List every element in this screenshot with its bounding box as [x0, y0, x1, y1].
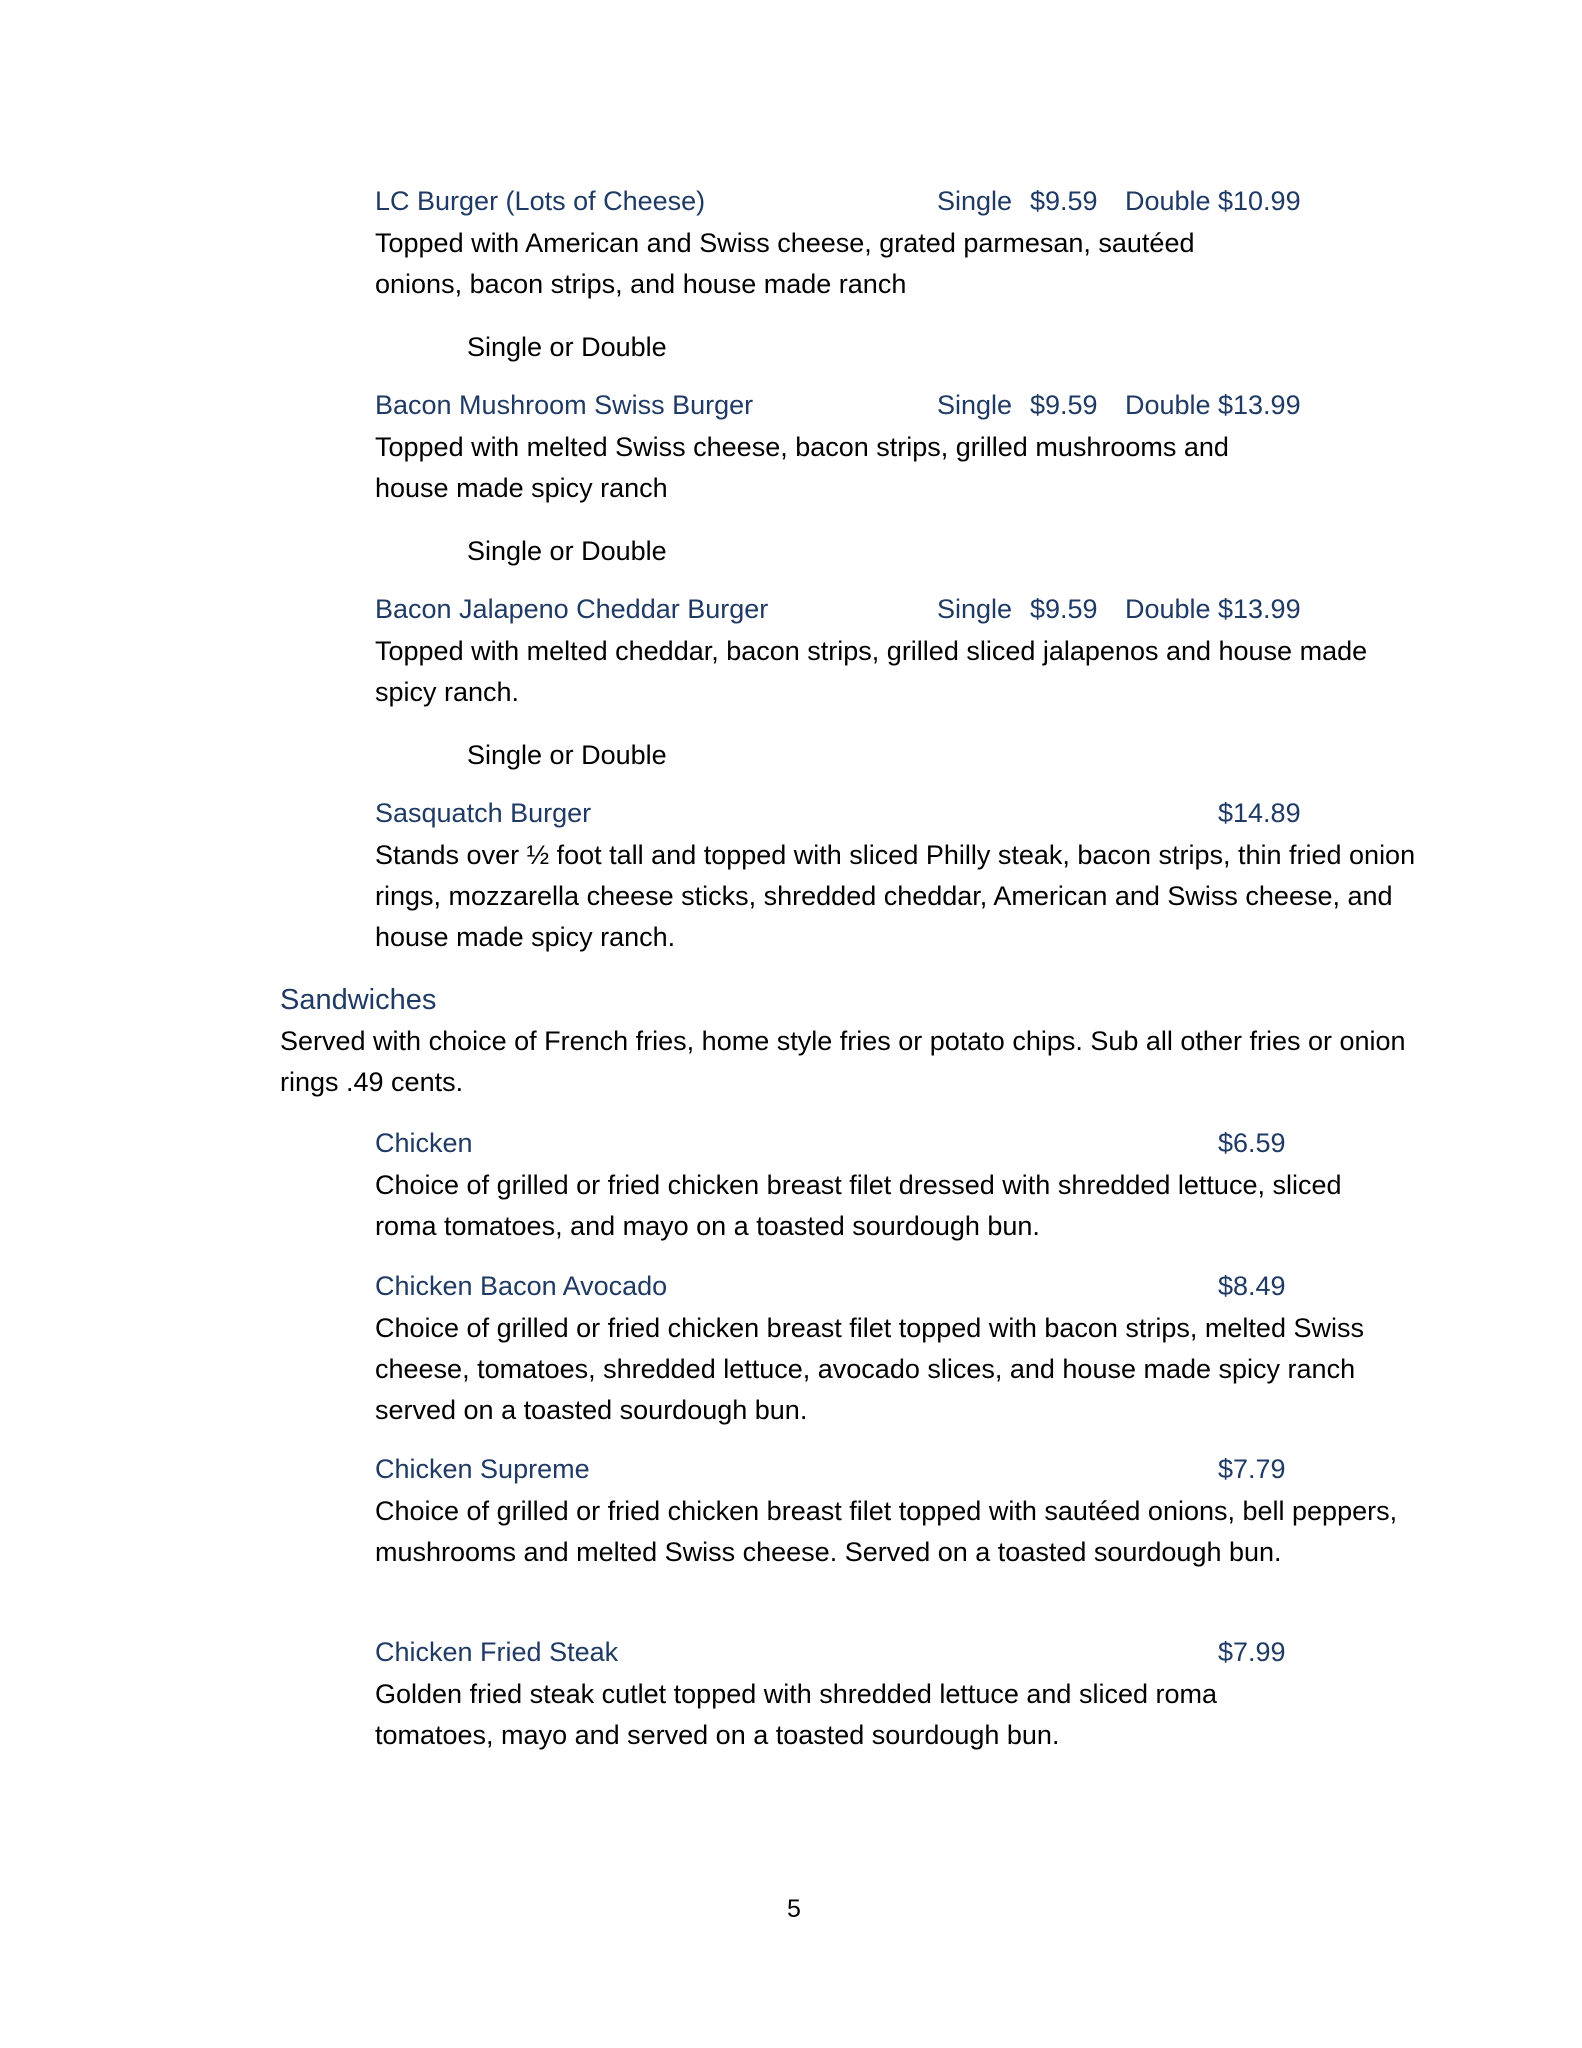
single-price: $9.59 — [1030, 186, 1098, 216]
menu-item-description: Golden fried steak cutlet topped with shredded lettuce and sliced roma tomatoes, mayo and served on a toasted sourdough bun. — [375, 1679, 1217, 1750]
menu-item-header — [375, 798, 1375, 832]
menu-item-price: $6.59 — [1218, 1128, 1286, 1158]
menu-item-price: $7.79 — [1218, 1454, 1286, 1484]
size-option-text: Single or Double — [467, 536, 667, 566]
section-description: Served with choice of French fries, home style fries or potato chips. Sub all other fries or onion rings .49 cents. — [280, 1026, 1406, 1097]
single-label: Single — [937, 186, 1013, 216]
menu-item-header — [375, 594, 1375, 628]
single-price: $9.59 — [1030, 594, 1098, 624]
menu-item-name: Chicken — [375, 1128, 473, 1158]
section-title: Sandwiches — [280, 984, 437, 1016]
double-price: $13.99 — [1218, 390, 1301, 420]
menu-item-name: Bacon Jalapeno Cheddar Burger — [375, 594, 769, 624]
menu-item-header — [375, 1271, 1375, 1305]
double-label: Double — [1125, 186, 1211, 216]
single-label: Single — [937, 594, 1013, 624]
menu-item-name: Sasquatch Burger — [375, 798, 592, 828]
menu-item-description: Choice of grilled or fried chicken breast filet topped with sautéed onions, bell peppers, mushrooms and melted Swiss cheese. Served on a toasted sourdough bun. — [375, 1496, 1398, 1567]
menu-item-name: Chicken Supreme — [375, 1454, 590, 1484]
menu-item-header — [375, 1637, 1375, 1671]
menu-item-description: Choice of grilled or fried chicken breast filet dressed with shredded lettuce, sliced roma tomatoes, and mayo on a toasted sourdough bun. — [375, 1170, 1342, 1241]
single-label: Single — [937, 390, 1013, 420]
menu-item-header — [375, 390, 1375, 424]
page-number: 5 — [787, 1895, 801, 1923]
menu-item-name: LC Burger (Lots of Cheese) — [375, 186, 706, 216]
menu-item-price: $14.89 — [1218, 798, 1301, 828]
double-price: $13.99 — [1218, 594, 1301, 624]
double-price: $10.99 — [1218, 186, 1301, 216]
menu-item-price: $8.49 — [1218, 1271, 1286, 1301]
size-option-text: Single or Double — [467, 740, 667, 770]
menu-item-header — [375, 1128, 1375, 1162]
menu-item-name: Chicken Fried Steak — [375, 1637, 619, 1667]
single-price: $9.59 — [1030, 390, 1098, 420]
menu-item-description: Choice of grilled or fried chicken breast filet topped with bacon strips, melted Swiss cheese, tomatoes, shredded lettuce, avocado slices, and house made spicy ranch served on a toasted sourdough bun. — [375, 1313, 1364, 1425]
menu-item-description: Topped with melted cheddar, bacon strips, grilled sliced jalapenos and house made spicy ranch. — [375, 636, 1368, 707]
menu-item-header — [375, 1454, 1375, 1488]
double-label: Double — [1125, 390, 1211, 420]
double-label: Double — [1125, 594, 1211, 624]
menu-item-price: $7.99 — [1218, 1637, 1286, 1667]
menu-item-name: Bacon Mushroom Swiss Burger — [375, 390, 754, 420]
menu-item-header — [375, 186, 1375, 220]
menu-item-description: Stands over ½ foot tall and topped with sliced Philly steak, bacon strips, thin fried onion rings, mozzarella cheese sticks, shredded cheddar, American and Swiss cheese, and house made spicy ranch. — [375, 840, 1416, 952]
menu-item-description: Topped with American and Swiss cheese, grated parmesan, sautéed onions, bacon strips, and house made ranch — [375, 228, 1195, 299]
size-option-text: Single or Double — [467, 332, 667, 362]
menu-item-name: Chicken Bacon Avocado — [375, 1271, 668, 1301]
menu-item-description: Topped with melted Swiss cheese, bacon strips, grilled mushrooms and house made spicy ranch — [375, 432, 1229, 503]
